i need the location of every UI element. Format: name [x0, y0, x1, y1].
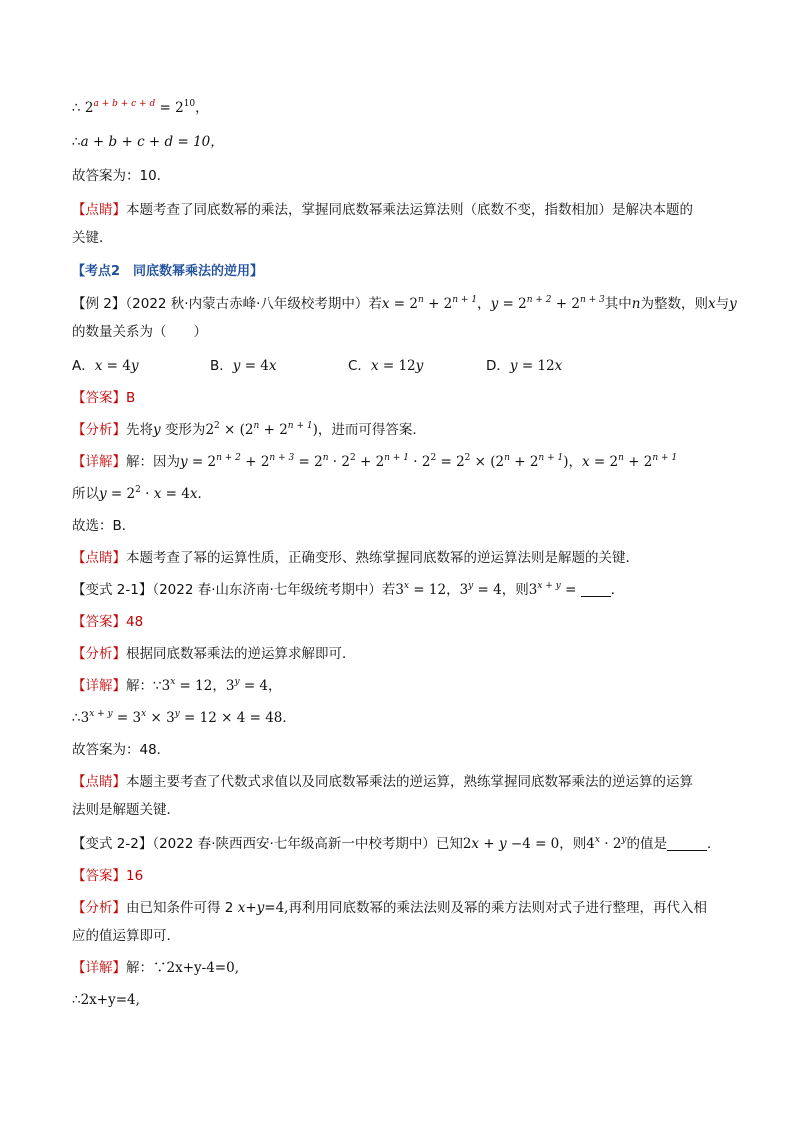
detail-1-conclusion: 所以$y = 2^2 \cdot x = 4x$．: [72, 485, 211, 502]
equation: a + b + c + d = 10，: [80, 134, 224, 150]
comment-line-1: [72, 200, 693, 220]
therefore-symbol: ∴: [72, 134, 81, 150]
detail-3: 【详解】解：∵2x+y-4=0,: [72, 960, 239, 976]
detail-2: 【详解】解：$\because 3^x = 12$，$3^y = 4$，: [72, 677, 282, 694]
option-a: A．x = 4y: [72, 358, 139, 374]
comment-line-2: 关键．: [72, 230, 113, 246]
variant-tag: 【变式 2-2】: [72, 836, 153, 852]
comment-3-line-2: 法则是解题关键．: [72, 802, 180, 818]
answer-value: B: [126, 390, 136, 406]
detail-3-conclusion: ∴2x+y=4,: [72, 992, 140, 1008]
detail-1: 【详解】解：因为$y = 2^{n + 2} + 2^{n + 3} = 2^n \cdot 2^2 + 2^{n + 1} \cdot 2^2 = 2^2 \times (2^n + 2^{n + 1})$，$x = 2^n + 2^{n + 1}$: [72, 453, 678, 470]
answer-1: 【答案】B: [72, 390, 136, 406]
example-2-line-2: 的数量关系为（ ）: [72, 324, 207, 340]
answer-value: 48: [126, 614, 144, 630]
comment-2: 【点睛】本题考查了幂的运算性质，正确变形、熟练掌握同底数幂的逆运算法则是解题的关键．: [72, 550, 639, 566]
derivation-line-2: [72, 132, 224, 152]
example-source: （2022 秋·内蒙古赤峰·八年级校考期中）若: [125, 296, 382, 312]
example-2-line-1: 【例 2】（2022 秋·内蒙古赤峰·八年级校考期中）若$x = 2^n + 2^{n + 1}$，$y = 2^{n + 2} + 2^{n + 3}$其中n为整数，则x与y: [72, 295, 737, 312]
comment-text: 本题考查了同底数幂的乘法，掌握同底数幂乘法运算法则（底数不变，指数相加）是解决本题的: [126, 202, 693, 218]
detail-2-conclusion: $\therefore 3^{x + y} = 3^x \times 3^y = 12 \times 4 = 48$．: [72, 709, 296, 726]
answer-2: 【答案】48: [72, 614, 144, 630]
answer-blank: [667, 836, 707, 851]
comment-3-line-1: 【点睛】本题主要考查了代数式求值以及同底数幂乘法的逆运算，熟练掌握同底数幂乘法的逆运算的运算: [72, 774, 693, 790]
option-c: C．x = 12y: [348, 358, 424, 374]
answer-line: 故答案为：10．: [72, 168, 171, 184]
option-b: B．y = 4x: [210, 358, 277, 374]
analysis-3-line-2: 应的值运算即可．: [72, 928, 180, 944]
analysis-3-line-1: 【分析】由已知条件可得 2 x+y=4,再利用同底数幂的乘法法则及幂的乘方法则对式子进行整理，再代入相: [72, 900, 707, 916]
section-heading: 【考点2 同底数幂乘法的逆用】: [72, 264, 264, 279]
answer-3: 【答案】16: [72, 868, 144, 884]
answer-line-2: 故答案为：48．: [72, 742, 171, 758]
variant-2-2: 【变式 2-2】（2022 春·陕西西安·七年级高新一中校考期中）已知2x + y −4 = 0，则$4^x \cdot 2^y$的值是 ．: [72, 835, 721, 852]
derivation-line-1: ∴ $2^{a + b + c + d} = 2^{10}$，: [72, 99, 209, 116]
selection-1: 故选：B．: [72, 518, 136, 534]
variant-tag: 【变式 2-1】: [72, 582, 153, 598]
analysis-1: 【分析】先将y 变形为$2^2 \times (2^n + 2^{n + 1})$，进而可得答案．: [72, 421, 426, 438]
therefore-symbol: ∴: [72, 100, 81, 116]
analysis-2: 【分析】根据同底数幂乘法的逆运算求解即可．: [72, 646, 356, 662]
comment-tag: 【点睛】: [72, 202, 126, 218]
answer-blank: [581, 582, 611, 597]
variant-2-1: 【变式 2-1】（2022 春·山东济南·七年级统考期中）若$3^x = 12$，$3^y = 4$，则$3^{x + y}$ = ．: [72, 581, 625, 598]
option-d: D．y = 12x: [486, 358, 563, 374]
example-tag: 【例 2】: [72, 296, 126, 312]
answer-value: 16: [126, 868, 144, 884]
